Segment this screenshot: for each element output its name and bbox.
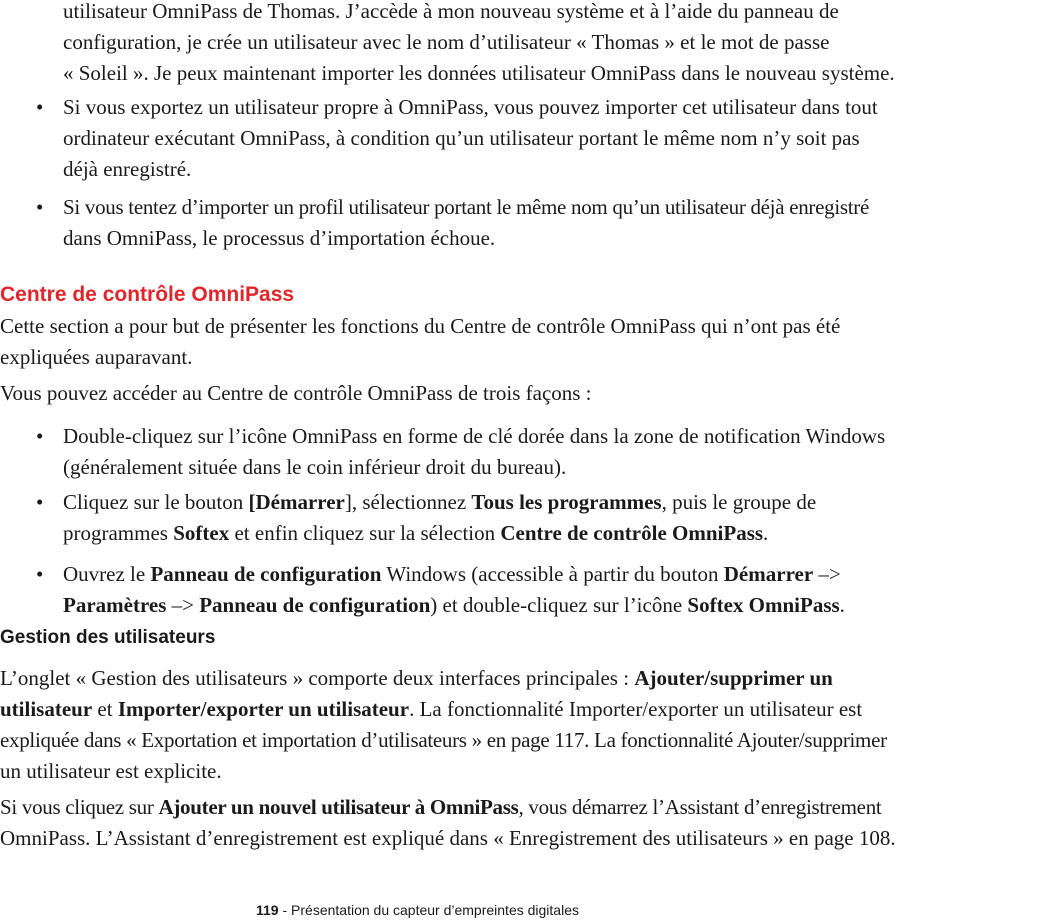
ui-term-utilisateur: utilisateur	[0, 697, 93, 721]
bullet-symbol: •	[36, 424, 44, 448]
top-paragraph-line-3: « Soleil ». Je peux maintenant importer les données utilisateur OmniPass dans le nouveau système.	[63, 61, 895, 85]
ui-term-ajouter-supprimer: Ajouter/supprimer un	[634, 666, 833, 690]
access-bullet-3-line-2	[63, 590, 1041, 621]
users-paragraph-line-2	[0, 694, 1042, 725]
text-run: .	[763, 521, 769, 545]
users-paragraph-line-1	[0, 663, 1042, 694]
users-paragraph-line-3: expliquée dans « Exportation et importation d’utilisateurs » en page 117. La fonctionnalité Ajouter/supprimer	[0, 728, 887, 752]
text-run: . La fonctionnalité Importer/exporter un utilisateur est	[409, 697, 863, 721]
ui-term-demarrer: [Démarrer	[248, 490, 345, 514]
access-bullet-1-line-2: (généralement située dans le coin inférieur droit du bureau).	[63, 455, 567, 479]
page-number: 119	[256, 902, 279, 918]
section-title: Centre de contrôle OmniPass	[0, 283, 295, 306]
text-run: , puis le groupe de	[661, 490, 817, 514]
text-run: –>	[813, 562, 841, 586]
access-bullet-2-line-2	[63, 518, 1041, 549]
bullet-1-line-3: déjà enregistré.	[63, 157, 192, 181]
ui-term-ajouter-nouvel-utilisateur: Ajouter un nouvel utilisateur à OmniPass	[158, 795, 519, 819]
subsection-title: Gestion des utilisateurs	[0, 627, 216, 648]
ui-term-demarrer: Démarrer	[723, 562, 814, 586]
bullet-symbol: •	[36, 195, 44, 219]
bullet-symbol: •	[36, 490, 44, 514]
text-run: Ouvrez le	[63, 562, 151, 586]
bullet-2-line-1: Si vous tentez d’importer un profil utilisateur portant le même nom qu’un utilisateur déjà enregistré	[63, 195, 869, 219]
wizard-paragraph-line-1	[0, 792, 1042, 823]
bullet-symbol: •	[36, 95, 44, 119]
ui-term-softex-omnipass: Softex OmniPass	[687, 593, 840, 617]
ui-term-centre-de-controle: Centre de contrôle OmniPass	[500, 521, 764, 545]
ui-term-importer-exporter: Importer/exporter un utilisateur	[117, 697, 410, 721]
text-run: ) et double-cliquez sur l’icône	[430, 593, 688, 617]
text-run: , vous démarrez l’Assistant d’enregistrement	[518, 795, 882, 819]
ui-term-softex: Softex	[173, 521, 230, 545]
text-run: et enfin cliquez sur la sélection	[229, 521, 501, 545]
wizard-paragraph-line-2: OmniPass. L’Assistant d’enregistrement est expliqué dans « Enregistrement des utilisateurs » en page 108.	[0, 826, 896, 850]
text-run: Windows (accessible à partir du bouton	[381, 562, 724, 586]
bullet-1-line-2: ordinateur exécutant OmniPass, à condition qu’un utilisateur portant le même nom n’y soit pas	[63, 126, 860, 150]
ui-term-panneau-de-configuration: Panneau de configuration	[199, 593, 431, 617]
ui-term-panneau-de-configuration: Panneau de configuration	[150, 562, 382, 586]
text-run: L’onglet « Gestion des utilisateurs » comporte deux interfaces principales :	[0, 666, 635, 690]
access-intro: Vous pouvez accéder au Centre de contrôle OmniPass de trois façons :	[0, 381, 592, 405]
bullet-symbol: •	[36, 562, 44, 586]
text-run: et	[92, 697, 118, 721]
top-paragraph-line-1: utilisateur OmniPass de Thomas. J’accède à mon nouveau système et à l’aide du panneau de	[63, 0, 839, 23]
access-bullet-1-line-1: Double-cliquez sur l’icône OmniPass en forme de clé dorée dans la zone de notification Windows	[63, 424, 886, 448]
page-footer	[256, 901, 579, 919]
users-paragraph-line-4: un utilisateur est explicite.	[0, 759, 222, 783]
section-intro-line-1: Cette section a pour but de présenter les fonctions du Centre de contrôle OmniPass qui n’ont pas été	[0, 314, 841, 338]
text-run: –>	[166, 593, 200, 617]
section-intro-line-2: expliquées auparavant.	[0, 345, 193, 369]
text-run: .	[839, 593, 845, 617]
text-run: Si vous cliquez sur	[0, 795, 159, 819]
access-bullet-3-line-1	[63, 559, 1041, 590]
text-run: Cliquez sur le bouton	[63, 490, 249, 514]
text-run: programmes	[63, 521, 174, 545]
top-paragraph-line-2: configuration, je crée un utilisateur avec le nom d’utilisateur « Thomas » et le mot de passe	[63, 30, 830, 54]
footer-text: - Présentation du capteur d’empreintes digitales	[278, 902, 579, 918]
ui-term-tous-les-programmes: Tous les programmes	[471, 490, 662, 514]
bullet-1-line-1: Si vous exportez un utilisateur propre à OmniPass, vous pouvez importer cet utilisateur dans tout	[63, 95, 878, 119]
access-bullet-2-line-1	[63, 487, 1041, 518]
ui-term-parametres: Paramètres	[63, 593, 167, 617]
text-run: ], sélectionnez	[344, 490, 472, 514]
bullet-2-line-2: dans OmniPass, le processus d’importation échoue.	[63, 226, 496, 250]
